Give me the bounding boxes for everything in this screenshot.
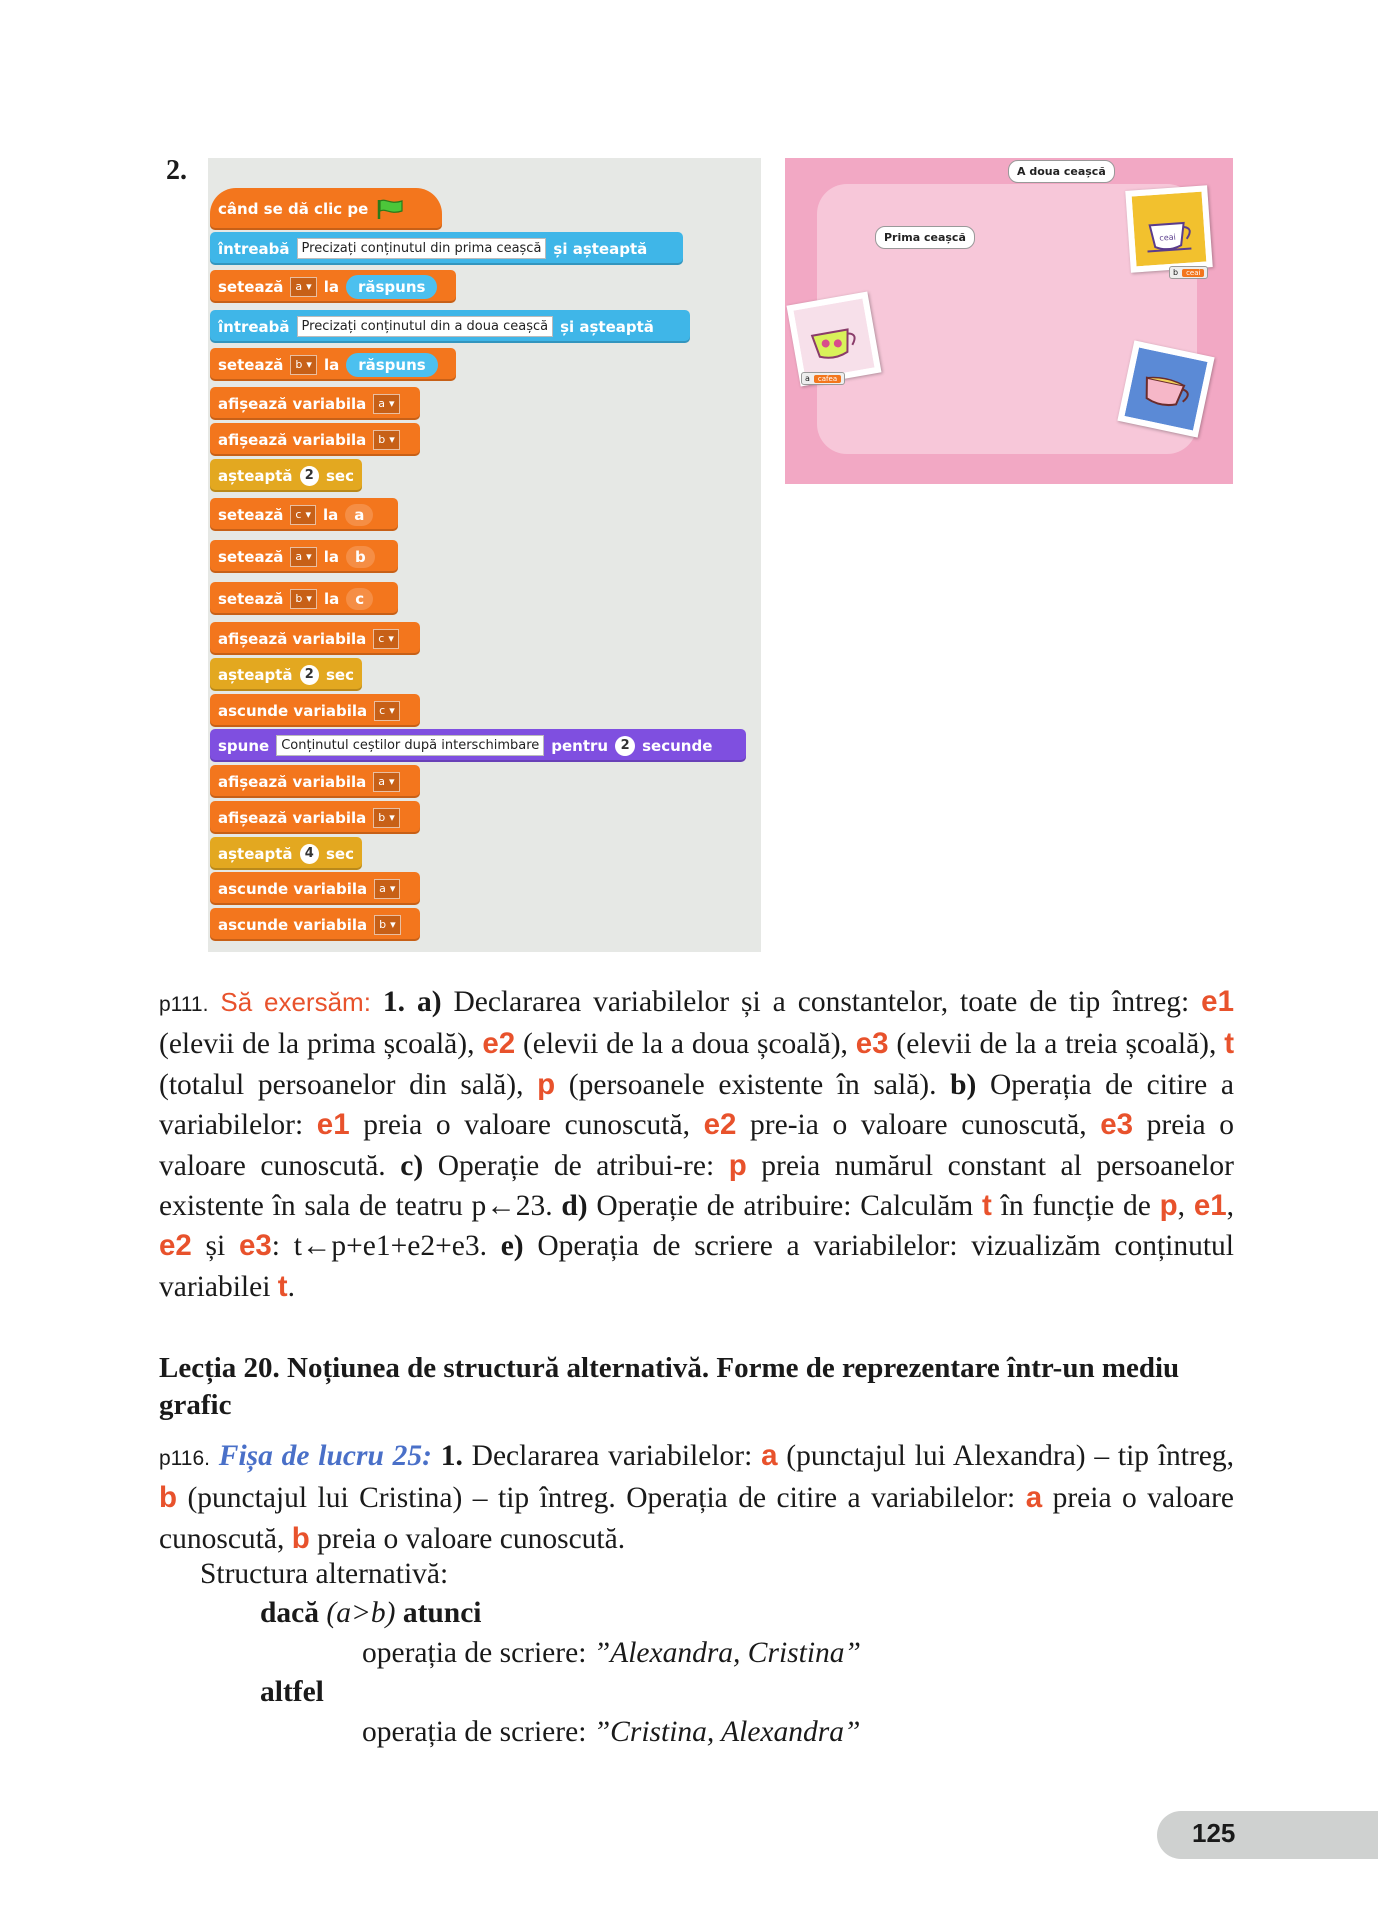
number-input: 4 bbox=[300, 844, 319, 864]
item-letter: d) bbox=[561, 1190, 588, 1223]
monitor-label: b bbox=[1173, 268, 1179, 277]
variable-dropdown bbox=[290, 589, 317, 609]
var-t: t bbox=[1224, 1027, 1235, 1061]
block-text: pentru bbox=[551, 736, 609, 755]
variable-dropdown bbox=[373, 808, 400, 828]
monitor-value: cafea bbox=[814, 375, 841, 383]
text: (elevii de la a treia școală), bbox=[888, 1028, 1225, 1061]
chevron-down-icon: ▾ bbox=[305, 508, 312, 521]
var-b: b bbox=[159, 1481, 178, 1515]
green-flag-icon bbox=[375, 198, 405, 220]
var-e2: e2 bbox=[703, 1108, 737, 1142]
block-text: sec bbox=[326, 466, 354, 485]
block-show-variable bbox=[210, 387, 420, 420]
variable-dropdown bbox=[373, 772, 399, 792]
chevron-down-icon: ▾ bbox=[306, 592, 312, 605]
condition: (a>b) bbox=[326, 1597, 396, 1629]
var-a: a bbox=[761, 1439, 778, 1472]
text: , bbox=[1177, 1190, 1194, 1223]
text: . bbox=[287, 1270, 295, 1303]
exercise-number: 2. bbox=[166, 155, 187, 186]
text: (elevii de la prima școală), bbox=[159, 1028, 483, 1061]
block-text: afișează variabila bbox=[218, 808, 367, 827]
dropdown-value: b bbox=[295, 358, 303, 371]
block-text: și așteaptă bbox=[553, 239, 648, 258]
dropdown-value: b bbox=[295, 592, 303, 605]
monitor-label: a bbox=[805, 374, 810, 383]
item-letter: b) bbox=[950, 1068, 977, 1101]
block-show-variable bbox=[210, 765, 420, 798]
cup-sticker: ceai bbox=[1159, 232, 1177, 243]
block-text: când se dă clic pe bbox=[218, 200, 369, 218]
block-wait bbox=[210, 658, 362, 691]
var-t: t bbox=[982, 1189, 992, 1223]
var-e2: e2 bbox=[482, 1027, 516, 1061]
p111-paragraph bbox=[159, 982, 1234, 1307]
block-set-c bbox=[210, 498, 398, 531]
page-ref: p116. bbox=[159, 1447, 210, 1470]
chevron-down-icon: ▾ bbox=[389, 811, 395, 824]
block-set-a bbox=[210, 540, 398, 573]
lesson-heading: Lecția 20. Noțiunea de structură alternativă. Forme de reprezentare într-un mediu grafic bbox=[159, 1352, 1180, 1421]
item-letter: e) bbox=[500, 1230, 524, 1263]
text: preia o valoare cunoscută. bbox=[309, 1522, 626, 1555]
block-text: întreabă bbox=[218, 239, 290, 258]
block-text: afișează variabila bbox=[218, 394, 367, 413]
dropdown-value: a bbox=[295, 280, 303, 293]
monitor-value: ceai bbox=[1182, 269, 1204, 277]
ask-input: Precizați conținutul din a doua ceașcă bbox=[297, 316, 554, 337]
output-string: ”Cristina, Alexandra” bbox=[593, 1716, 861, 1748]
block-text: ascunde variabila bbox=[218, 701, 368, 720]
block-hide-variable bbox=[210, 872, 420, 905]
dropdown-value: a bbox=[378, 397, 385, 410]
p116-paragraph bbox=[159, 1436, 1234, 1559]
text: (punctajul lui Cristina) – tip întreg. Operația de citire a variabilelor: bbox=[177, 1482, 1026, 1515]
text: preia o valoare cunoscută. bbox=[159, 1109, 1235, 1182]
chevron-down-icon: ▾ bbox=[306, 550, 312, 563]
text: preia numărul constant al persoanelor existente în sala de teatru p←23. bbox=[159, 1149, 1234, 1223]
block-show-variable bbox=[210, 423, 420, 456]
teacup-icon bbox=[793, 298, 874, 379]
var-p: p bbox=[537, 1067, 556, 1101]
block-text: la bbox=[323, 505, 339, 524]
keyword-then: atunci bbox=[402, 1597, 482, 1629]
block-text: întreabă bbox=[218, 317, 290, 336]
block-text: setează bbox=[218, 355, 284, 374]
block-text: afișează variabila bbox=[218, 629, 367, 648]
structure-label: Structura alternativă: bbox=[200, 1558, 449, 1590]
text: (persoanele existente în sală). bbox=[555, 1068, 951, 1101]
var-p: p bbox=[728, 1148, 747, 1182]
var-e3: e3 bbox=[855, 1027, 889, 1061]
block-text: setează bbox=[218, 505, 284, 524]
keyword-if: dacă bbox=[260, 1597, 319, 1629]
answer-reporter: răspuns bbox=[346, 353, 437, 377]
worksheet-label: Fișa de lucru 25: bbox=[218, 1440, 432, 1472]
var-e3: e3 bbox=[238, 1229, 272, 1263]
block-text: afișează variabila bbox=[218, 430, 367, 449]
text: preia o valoare cunoscută, bbox=[159, 1482, 1234, 1555]
say-input: Conținutul ceștilor după interschimbare bbox=[276, 735, 544, 756]
chevron-down-icon: ▾ bbox=[389, 397, 395, 410]
chevron-down-icon: ▾ bbox=[390, 918, 396, 931]
variable-dropdown bbox=[290, 277, 316, 297]
block-text: sec bbox=[326, 665, 354, 684]
chevron-down-icon: ▾ bbox=[389, 775, 395, 788]
var-e3: e3 bbox=[1100, 1108, 1134, 1142]
then-branch bbox=[362, 1637, 861, 1670]
chevron-down-icon: ▾ bbox=[388, 632, 394, 645]
text: Operație de atribui-re: bbox=[423, 1149, 729, 1182]
block-text: la bbox=[323, 589, 340, 608]
variable-reporter: b bbox=[346, 546, 375, 568]
text: Declararea variabilelor: bbox=[462, 1440, 762, 1472]
text: , bbox=[1226, 1190, 1235, 1223]
chevron-down-icon: ▾ bbox=[389, 882, 396, 895]
dropdown-value: a bbox=[295, 550, 303, 563]
block-wait bbox=[210, 459, 362, 492]
var-a: a bbox=[1025, 1481, 1043, 1515]
dropdown-value: b bbox=[379, 918, 387, 931]
variable-dropdown bbox=[373, 394, 399, 414]
dropdown-value: a bbox=[378, 775, 385, 788]
block-show-variable bbox=[210, 801, 420, 834]
text: (punctajul lui Alexandra) – tip întreg, bbox=[777, 1440, 1235, 1472]
block-ask-2 bbox=[210, 310, 690, 343]
block-text: spune bbox=[218, 736, 270, 755]
text: preia o valoare cunoscută, bbox=[349, 1109, 704, 1142]
block-text: ascunde variabila bbox=[218, 915, 368, 934]
variable-dropdown bbox=[290, 355, 317, 375]
text: pre-ia o valoare cunoscută, bbox=[736, 1109, 1101, 1142]
text: Operație de atribuire: Calculăm bbox=[587, 1190, 983, 1223]
block-text: setează bbox=[218, 589, 284, 608]
page-number-tab bbox=[1157, 1811, 1378, 1859]
keyword-else: altfel bbox=[260, 1676, 324, 1708]
variable-dropdown bbox=[374, 701, 400, 721]
cup-sprite-third bbox=[1117, 340, 1214, 437]
dropdown-value: c bbox=[378, 632, 385, 645]
item-number: 1. bbox=[382, 986, 405, 1018]
chevron-down-icon: ▾ bbox=[389, 704, 395, 717]
answer-reporter: răspuns bbox=[346, 275, 437, 299]
block-text: așteaptă bbox=[218, 665, 293, 684]
item-number: 1. bbox=[440, 1440, 463, 1472]
block-when-flag-clicked bbox=[210, 188, 442, 230]
block-say bbox=[210, 729, 746, 762]
teacup-icon bbox=[1124, 347, 1207, 430]
dropdown-value: c bbox=[379, 704, 386, 717]
scratch-stage bbox=[785, 158, 1233, 484]
cup-sprite-second bbox=[1125, 185, 1213, 273]
item-letter: c) bbox=[400, 1149, 424, 1182]
block-hide-variable bbox=[210, 694, 420, 727]
var-b: b bbox=[291, 1521, 310, 1555]
block-text: setează bbox=[218, 547, 284, 566]
item-letter: a) bbox=[416, 986, 442, 1018]
var-e1: e1 bbox=[316, 1108, 350, 1142]
block-text: afișează variabila bbox=[218, 772, 367, 791]
block-text: secunde bbox=[642, 736, 713, 755]
text: (elevii de la a doua școală), bbox=[515, 1028, 856, 1061]
var-t: t bbox=[277, 1269, 288, 1303]
block-text: la bbox=[323, 277, 339, 296]
variable-dropdown bbox=[374, 915, 401, 935]
block-set-a bbox=[210, 270, 456, 303]
teacup-icon bbox=[1132, 192, 1207, 267]
variable-dropdown bbox=[373, 629, 399, 649]
var-e1: e1 bbox=[1201, 985, 1234, 1018]
block-ask-1 bbox=[210, 232, 683, 265]
text: (totalul persoanelor din sală), bbox=[159, 1068, 538, 1101]
variable-dropdown bbox=[373, 430, 400, 450]
block-hide-variable bbox=[210, 908, 420, 941]
variable-dropdown bbox=[290, 547, 316, 567]
section-label: Să exersăm: bbox=[220, 987, 371, 1017]
var-e2: e2 bbox=[159, 1229, 192, 1263]
block-text: la bbox=[323, 547, 339, 566]
block-wait bbox=[210, 837, 362, 870]
output-string: ”Alexandra, Cristina” bbox=[593, 1637, 861, 1669]
variable-dropdown bbox=[290, 505, 316, 525]
dropdown-value: c bbox=[295, 508, 302, 521]
dropdown-value: b bbox=[378, 433, 386, 446]
text: Declararea variabilelor și a constantelor, toate de tip întreg: bbox=[441, 986, 1202, 1018]
block-text: așteaptă bbox=[218, 844, 293, 863]
speech-bubble-second-cup: A doua ceașcă bbox=[1008, 160, 1115, 183]
variable-dropdown bbox=[374, 879, 400, 899]
page-number: 125 bbox=[1192, 1818, 1236, 1848]
page-ref: p111. bbox=[159, 993, 209, 1016]
block-text: setează bbox=[218, 277, 284, 296]
variable-reporter: c bbox=[346, 588, 373, 610]
chevron-down-icon: ▾ bbox=[306, 358, 312, 371]
text: Operația de scriere a variabilelor: vizualizăm conținutul variabilei bbox=[159, 1230, 1234, 1303]
text: operația de scriere: bbox=[362, 1716, 594, 1748]
var-e1: e1 bbox=[1193, 1189, 1227, 1223]
number-input: 2 bbox=[615, 736, 635, 756]
speech-bubble-first-cup: Prima ceașcă bbox=[875, 226, 975, 249]
text: : t←p+e1+e2+e3. bbox=[271, 1230, 501, 1263]
block-set-b bbox=[210, 582, 398, 615]
chevron-down-icon: ▾ bbox=[389, 433, 395, 446]
else-branch bbox=[362, 1716, 860, 1749]
dropdown-value: a bbox=[379, 882, 386, 895]
block-set-b bbox=[210, 348, 456, 381]
number-input: 2 bbox=[300, 665, 319, 685]
variable-monitor-a bbox=[801, 372, 845, 385]
block-text: și așteaptă bbox=[560, 317, 654, 336]
number-input: 2 bbox=[300, 466, 319, 486]
variable-monitor-b bbox=[1169, 266, 1208, 279]
dropdown-value: b bbox=[378, 811, 386, 824]
text: operația de scriere: bbox=[362, 1637, 594, 1669]
var-p: p bbox=[1159, 1189, 1178, 1223]
else-line bbox=[260, 1676, 324, 1709]
if-line bbox=[260, 1597, 482, 1630]
block-text: așteaptă bbox=[218, 466, 293, 485]
text: și bbox=[191, 1230, 239, 1263]
variable-reporter: a bbox=[345, 504, 373, 526]
block-text: la bbox=[323, 355, 340, 374]
block-text: sec bbox=[326, 844, 354, 863]
text: Operația de citire a variabilelor: bbox=[159, 1068, 1234, 1142]
block-text: ascunde variabila bbox=[218, 879, 368, 898]
block-show-variable bbox=[210, 622, 420, 655]
ask-input: Precizați conținutul din prima ceașcă bbox=[297, 238, 547, 259]
scratch-script-panel bbox=[208, 158, 761, 952]
text: în funcție de bbox=[991, 1190, 1160, 1223]
chevron-down-icon: ▾ bbox=[306, 280, 312, 293]
